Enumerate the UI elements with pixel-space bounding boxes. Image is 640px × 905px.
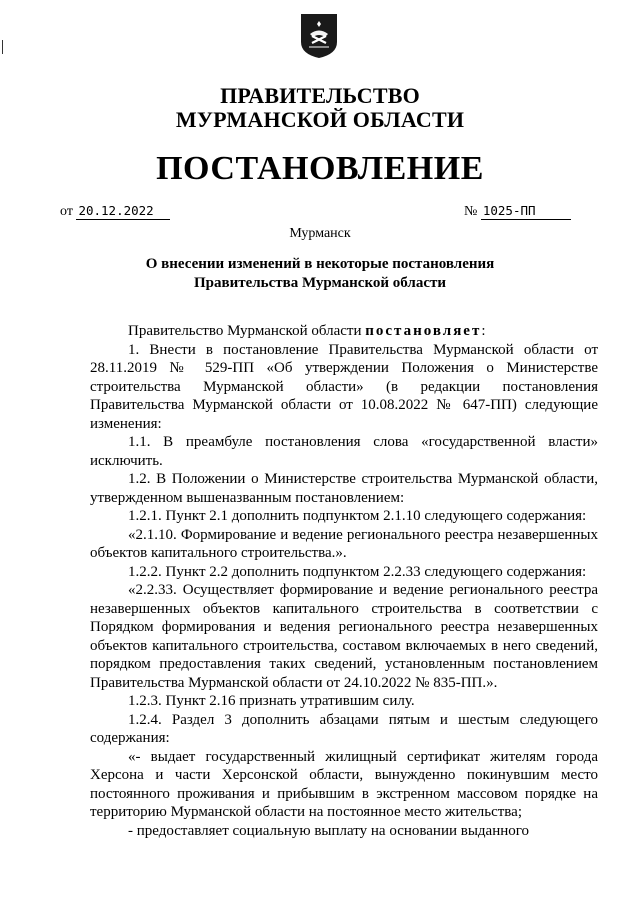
paragraph-1-2-1: 1.2.1. Пункт 2.1 дополнить подпунктом 2.1.10 следующего содержания:	[128, 508, 587, 524]
murmansk-coat-of-arms-icon	[299, 12, 339, 60]
document-number	[464, 203, 571, 220]
paragraph-1-1: 1.1. В преамбуле постановления слова «государственной власти» исключить.	[90, 434, 598, 469]
intro-paragraph	[90, 322, 598, 341]
government-name-line1: ПРАВИТЕЛЬСТВО	[220, 83, 420, 108]
document-type: ПОСТАНОВЛЕНИЕ	[156, 150, 484, 187]
quote-section-3-item-5: «- выдает государственный жилищный сертификат жителям города Херсона и части Херсонской области, вынужденно покинувшим место постоянного проживания и прибывшим в экстренном массовом порядке на территорию Мурманской области на постоянное место жительства;	[90, 748, 598, 820]
decree-word: постановляет	[365, 323, 482, 339]
scan-edge-mark	[2, 40, 3, 54]
paragraph-1: 1. Внести в постановление Правительства Мурманской области от 28.11.2019 № 529-ПП «Об утверждении Положения о Министерстве строительства Мурманской области» (в редакции постановления Правительства Мурманской области от 10.08.2022 № 647-ПП) следующие изменения:	[90, 341, 598, 432]
quote-section-3-item-6: - предоставляет социальную выплату на основании выданного	[128, 822, 530, 839]
quote-2-1-10: «2.1.10. Формирование и ведение регионального реестра незавершенных объектов капитального строительства.».	[90, 526, 598, 561]
date-prefix: от	[60, 204, 73, 219]
city: Мурманск	[289, 226, 351, 241]
number-value: 1025-ПП	[481, 203, 571, 220]
intro-colon: :	[481, 323, 486, 339]
number-prefix: №	[464, 204, 478, 219]
date-value: 20.12.2022	[76, 203, 170, 220]
paragraph-1-2-3: 1.2.3. Пункт 2.16 признать утратившим силу.	[128, 693, 415, 709]
quote-2-2-33: «2.2.33. Осуществляет формирование и ведение регионального реестра незавершенных объектов капитального строительства в соответствии с Порядком формирования и ведения регионального реестра незавершенных объектов капитального строительства, составом включаемых в него сведений, порядком предоставления таких сведений, установленным постановлением Правительства Мурманской области от 24.10.2022 № 835-ПП.».	[90, 582, 598, 691]
document-body	[90, 322, 598, 840]
document-date	[60, 203, 170, 220]
government-name-line2: МУРМАНСКОЙ ОБЛАСТИ	[175, 107, 465, 132]
paragraph-1-2-4: 1.2.4. Раздел 3 дополнить абзацами пятым и шестым следующего содержания:	[90, 711, 598, 746]
paragraph-1-2: 1.2. В Положении о Министерстве строительства Мурманской области, утвержденном вышеназванным постановлением:	[90, 471, 598, 506]
paragraph-1-2-2: 1.2.2. Пункт 2.2 дополнить подпунктом 2.2.33 следующего содержания:	[128, 563, 587, 580]
document-title: О внесении изменений в некоторые постановления Правительства Мурманской области	[145, 256, 495, 291]
intro-text: Правительство Мурманской области	[128, 323, 362, 339]
